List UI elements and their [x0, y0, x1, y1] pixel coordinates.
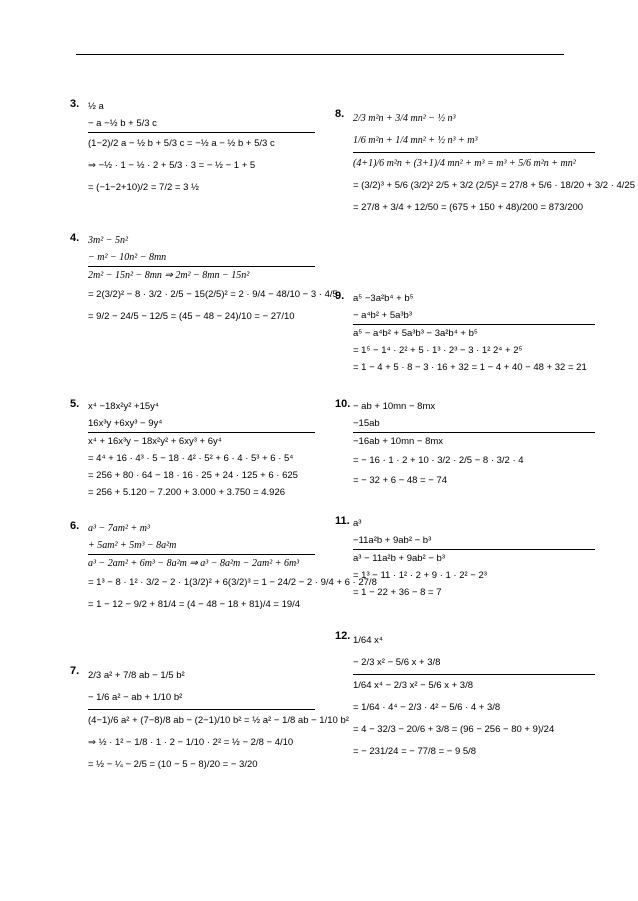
- solution-line: x⁴ + 16x³y − 18x²y² + 6xy³ + 6y⁴: [88, 436, 222, 447]
- problem-solution: [88, 520, 377, 616]
- solution-line: − 2/3 x² − 5/6 x + 3/8: [353, 652, 595, 675]
- problem-number: 6.: [70, 520, 80, 532]
- problem-number: 4.: [70, 232, 80, 244]
- problem-number: 8.: [335, 108, 345, 120]
- problem-solution: [353, 398, 595, 489]
- solution-line: 1/64 x⁴ − 2/3 x² − 5/6 x + 3/8: [353, 680, 474, 691]
- solution-line: = 1 − 12 − 9/2 + 81/4 = (4 − 48 − 18 + 81)/4 = 19/4: [88, 599, 301, 610]
- problem-solution: [353, 515, 595, 601]
- solution-line: − m² − 10n² − 8mn: [88, 249, 315, 267]
- solution-line: = 256 + 80 · 64 − 18 · 16 · 25 + 24 · 125 + 6 · 625: [88, 470, 298, 481]
- solution-line: 2m² − 15n² − 8mn ⇒ 2m² − 8mn − 15n²: [88, 270, 250, 281]
- solution-line: = 4⁴ + 16 · 4³ · 5 − 18 · 4² · 5² + 6 · 4 · 5³ + 6 · 5⁴: [88, 453, 294, 464]
- problem-solution: [353, 108, 635, 219]
- solution-line: −15ab: [353, 415, 595, 433]
- solution-line: = 2(3/2)² − 8 · 3/2 · 2/5 − 15(2/5)² = 2 · 9/4 − 48/10 − 3 · 4/5: [88, 289, 338, 300]
- solution-line: a⁵ − a⁴b² + 5a³b³ − 3a²b⁴ + b⁵: [353, 328, 478, 339]
- solution-line: − a⁴b² + 5a³b³: [353, 307, 595, 325]
- problem-number: 11.: [335, 515, 350, 527]
- solution-line: 3m² − 5n²: [88, 235, 128, 246]
- solution-line: a³ − 7am² + m³: [88, 523, 150, 534]
- problem-number: 12.: [335, 630, 351, 642]
- problem-number: 3.: [70, 98, 80, 110]
- solution-line: = 27/8 + 3/4 + 12/50 = (675 + 150 + 48)/200 = 873/200: [353, 202, 584, 213]
- solution-line: x⁴ −18x²y² +15y⁴: [88, 401, 159, 412]
- problem-number: 5.: [70, 398, 80, 410]
- problem-number: 10.: [335, 398, 351, 410]
- solution-line: = 4 − 32/3 − 20/6 + 3/8 = (96 − 256 − 80 + 9)/24: [353, 724, 555, 735]
- solution-line: − 1/6 a² − ab + 1/10 b²: [88, 687, 315, 710]
- solution-line: = (−1−2+10)/2 = 7/2 = 3 ½: [88, 182, 199, 193]
- solution-line: + 5am² + 5m³ − 8a²m: [88, 537, 315, 555]
- problem-solution: [88, 665, 349, 776]
- solution-line: 16x³y +6xy³ − 9y⁴: [88, 415, 315, 433]
- solution-line: (1−2)/2 a − ½ b + 5/3 c = −½ a − ½ b + 5/3 c: [88, 138, 275, 149]
- solution-line: = − 16 · 1 · 2 + 10 · 3/2 · 2/5 − 8 · 3/2 · 4: [353, 455, 524, 466]
- problem-solution: [88, 98, 315, 199]
- problem-solution: [88, 232, 338, 328]
- solution-line: = 1³ − 11 · 1² · 2 + 9 · 1 · 2² − 2³: [353, 570, 487, 581]
- solution-line: = 1/64 · 4⁴ − 2/3 · 4² − 5/6 · 4 + 3/8: [353, 702, 501, 713]
- problem-solution: [353, 290, 595, 376]
- solution-line: = 1 − 4 + 5 · 8 − 3 · 16 + 32 = 1 − 4 + 40 − 48 + 32 = 21: [353, 362, 587, 373]
- solution-line: (4−1)/6 a² + (7−8)/8 ab − (2−1)/10 b² = ½ a² − 1/8 ab − 1/10 b²: [88, 715, 349, 726]
- solution-line: = 9/2 − 24/5 − 12/5 = (45 − 48 − 24)/10 = − 27/10: [88, 311, 295, 322]
- solution-line: 1/64 x⁴: [353, 635, 383, 646]
- problem-solution: [88, 398, 315, 501]
- solution-line: = 1³ − 8 · 1² · 3/2 − 2 · 1(3/2)² + 6(3/2)³ = 1 − 24/2 − 2 · 9/4 + 6 · 27/8: [88, 577, 377, 588]
- solution-line: = 1⁵ − 1⁴ · 2² + 5 · 1³ · 2³ − 3 · 1² 2⁴ + 2⁵: [353, 345, 523, 356]
- problem-solution: [353, 630, 595, 763]
- solution-line: a³ − 11a²b + 9ab² − b³: [353, 553, 445, 564]
- header-rule: [76, 54, 564, 55]
- solution-line: = 256 + 5.120 − 7.200 + 3.000 + 3.750 = 4.926: [88, 487, 286, 498]
- solution-line: = (3/2)³ + 5/6 (3/2)² 2/5 + 3/2 (2/5)² = 27/8 + 5/6 · 18/20 + 3/2 · 4/25: [353, 180, 635, 191]
- solution-line: a⁵ −3a²b⁴ + b⁵: [353, 293, 414, 304]
- solution-line: = − 32 + 6 − 48 = − 74: [353, 475, 448, 486]
- solution-line: − ab + 10mn − 8mx: [353, 401, 436, 412]
- solution-line: 2/3 a² + 7/8 ab − 1/5 b²: [88, 670, 185, 681]
- solution-line: (4+1)/6 m²n + (3+1)/4 mn² + m³ = m³ + 5/6 m²n + mn²: [353, 158, 576, 169]
- solution-line: ½ a: [88, 101, 104, 112]
- solution-line: −11a²b + 9ab² − b³: [353, 532, 595, 550]
- problem-number: 7.: [70, 665, 80, 677]
- solution-line: a³: [353, 518, 362, 529]
- solution-line: −16ab + 10mn − 8mx: [353, 436, 444, 447]
- solution-line: 2/3 m²n + 3/4 mn² − ½ n³: [353, 113, 456, 124]
- solution-line: = ½ − ¼ − 2/5 = (10 − 5 − 8)/20 = − 3/20: [88, 759, 258, 770]
- solution-line: 1/6 m²n + 1/4 mn² + ½ n³ + m³: [353, 130, 595, 153]
- solution-line: ⇒ −½ · 1 − ½ · 2 + 5/3 · 3 = − ½ − 1 + 5: [88, 160, 256, 171]
- problem-number: 9.: [335, 290, 345, 302]
- solution-line: = 1 − 22 + 36 − 8 = 7: [353, 587, 442, 598]
- solution-line: ⇒ ½ · 1² − 1/8 · 1 · 2 − 1/10 · 2² = ½ − 2/8 − 4/10: [88, 737, 294, 748]
- solution-line: − a −½ b + 5/3 c: [88, 115, 315, 133]
- solution-line: = − 231/24 = − 77/8 = − 9 5/8: [353, 746, 477, 757]
- solution-line: a³ − 2am² + 6m³ − 8a²m ⇒ a³ − 8a²m − 2am² + 6m³: [88, 558, 300, 569]
